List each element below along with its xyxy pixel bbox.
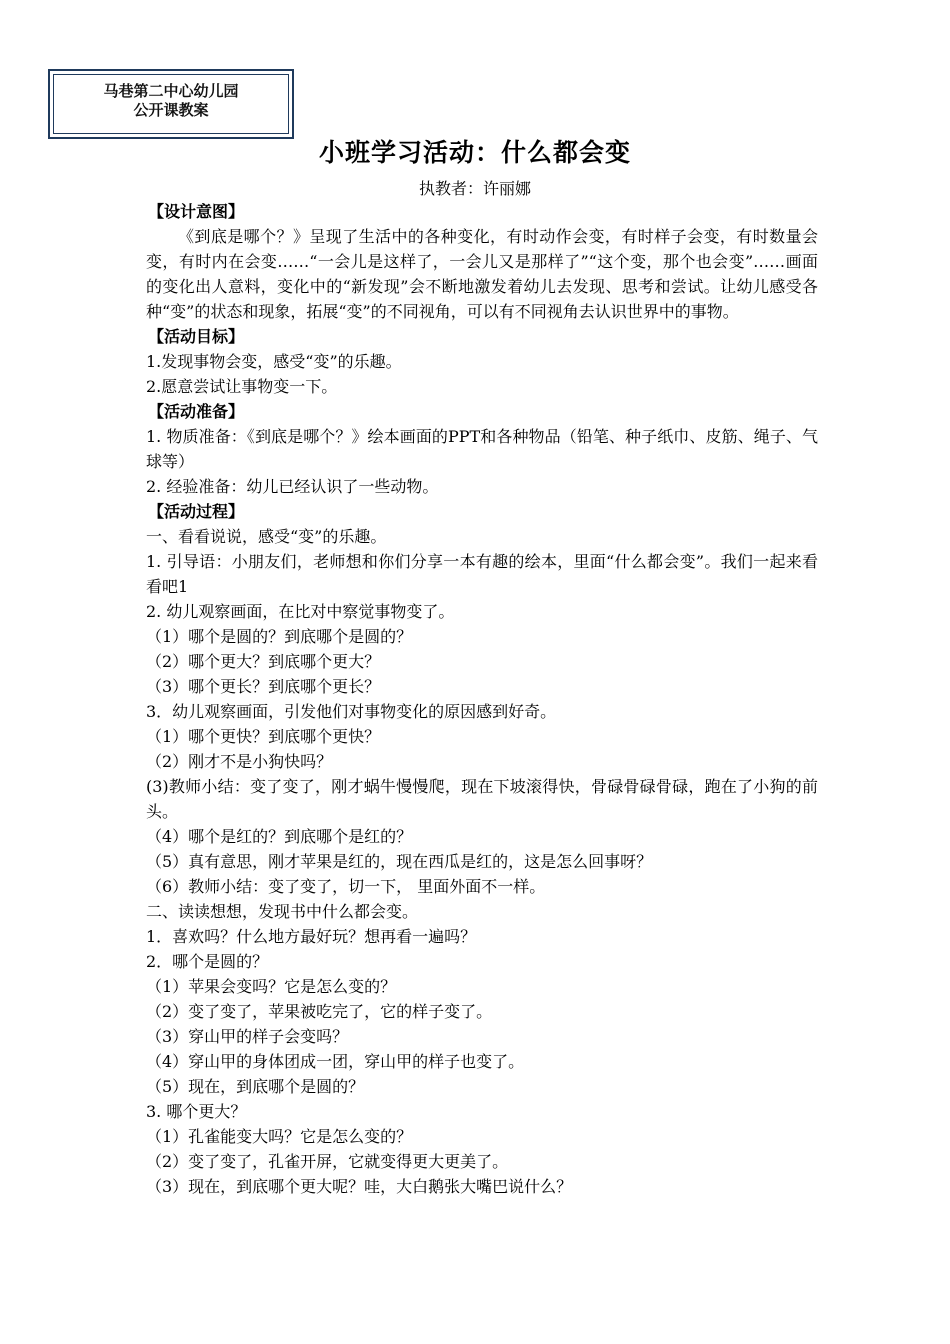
process-line: 一、看看说说，感受“变”的乐趣。 bbox=[146, 527, 387, 546]
process-heading: 【活动过程】 bbox=[148, 502, 245, 521]
school-name: 马巷第二中心幼儿园 bbox=[103, 82, 239, 100]
prep-item-experience: 2. 经验准备：幼儿已经认识了一些动物。 bbox=[146, 477, 439, 496]
school-stamp-inner bbox=[53, 74, 289, 134]
process-line: （2）刚才不是小狗快吗？ bbox=[146, 752, 333, 771]
process-line: （3）现在，到底哪个更大呢？哇，大白鹅张大嘴巴说什么？ bbox=[146, 1177, 573, 1196]
process-line: （5）真有意思，刚才苹果是红的，现在西瓜是红的，这是怎么回事呀？ bbox=[146, 852, 653, 871]
goals-heading: 【活动目标】 bbox=[148, 327, 245, 346]
process-line: （2）哪个更大？到底哪个更大？ bbox=[146, 652, 381, 671]
process-line: (3)教师小结：变了变了，刚才蜗牛慢慢爬，现在下坡滚得快，骨碌骨碌骨碌，跑在了小狗的前头。 bbox=[146, 777, 818, 821]
process-line: （1）哪个更快？到底哪个更快？ bbox=[146, 727, 381, 746]
process-line: （4）哪个是红的？到底哪个是红的？ bbox=[146, 827, 413, 846]
design-paragraph: 《到底是哪个？》呈现了生活中的各种变化，有时动作会变，有时样子会变，有时数量会变，有时内在会变……“一会儿是这样了，一会儿又是那样了”“这个变，那个也会变”……画面的变化出人意料，变化中的“新发现”会不断地激发着幼儿去发现、思考和尝试。让幼儿感受各种“变”的状态和现象，拓展“变”的不同视角，可以有不同视角去认识世界中的事物。 bbox=[146, 227, 818, 321]
process-line: （2）变了变了，苹果被吃完了，它的样子变了。 bbox=[146, 1002, 493, 1021]
process-line: （1）哪个是圆的？到底哪个是圆的？ bbox=[146, 627, 413, 646]
process-line: 1. 引导语：小朋友们，老师想和你们分享一本有趣的绘本，里面“什么都会变”。我们一起来看看吧1 bbox=[146, 552, 818, 596]
process-line: 2. 幼儿观察画面，在比对中察觉事物变了。 bbox=[146, 602, 455, 621]
process-line: 1．喜欢吗？什么地方最好玩？想再看一遍吗？ bbox=[146, 927, 477, 946]
process-line: （3）穿山甲的样子会变吗？ bbox=[146, 1027, 349, 1046]
process-line: （2）变了变了，孔雀开屏，它就变得更大更美了。 bbox=[146, 1152, 509, 1171]
prep-item-material: 1. 物质准备：《到底是哪个？》绘本画面的PPT和各种物品（铅笔、种子纸巾、皮筋、绳子、气球等） bbox=[146, 427, 818, 471]
process-line: （1）孔雀能变大吗？它是怎么变的？ bbox=[146, 1127, 413, 1146]
process-line: （1）苹果会变吗？它是怎么变的？ bbox=[146, 977, 397, 996]
process-line: 3. 哪个更大？ bbox=[146, 1102, 247, 1121]
process-line: （3）哪个更长？到底哪个更长？ bbox=[146, 677, 381, 696]
process-line: 二、读读想想，发现书中什么都会变。 bbox=[146, 902, 419, 921]
goal-item: 2.愿意尝试让事物变一下。 bbox=[146, 377, 338, 396]
design-heading: 【设计意图】 bbox=[148, 202, 245, 221]
process-line: （4）穿山甲的身体团成一团，穿山甲的样子也变了。 bbox=[146, 1052, 525, 1071]
process-line: 3．幼儿观察画面，引发他们对事物变化的原因感到好奇。 bbox=[146, 702, 557, 721]
process-line: （5）现在，到底哪个是圆的？ bbox=[146, 1077, 365, 1096]
process-line: 2．哪个是圆的？ bbox=[146, 952, 269, 971]
document-body bbox=[146, 199, 818, 1199]
school-stamp-box bbox=[48, 69, 294, 139]
prep-heading: 【活动准备】 bbox=[148, 402, 245, 421]
process-line: （6）教师小结：变了变了，切一下， 里面外面不一样。 bbox=[146, 877, 546, 896]
author-line: 执教者：许丽娜 bbox=[418, 179, 531, 198]
goal-item: 1.发现事物会变，感受“变”的乐趣。 bbox=[146, 352, 402, 371]
lesson-type: 公开课教案 bbox=[133, 101, 209, 119]
document-title: 小班学习活动：什么都会变 bbox=[318, 138, 631, 167]
